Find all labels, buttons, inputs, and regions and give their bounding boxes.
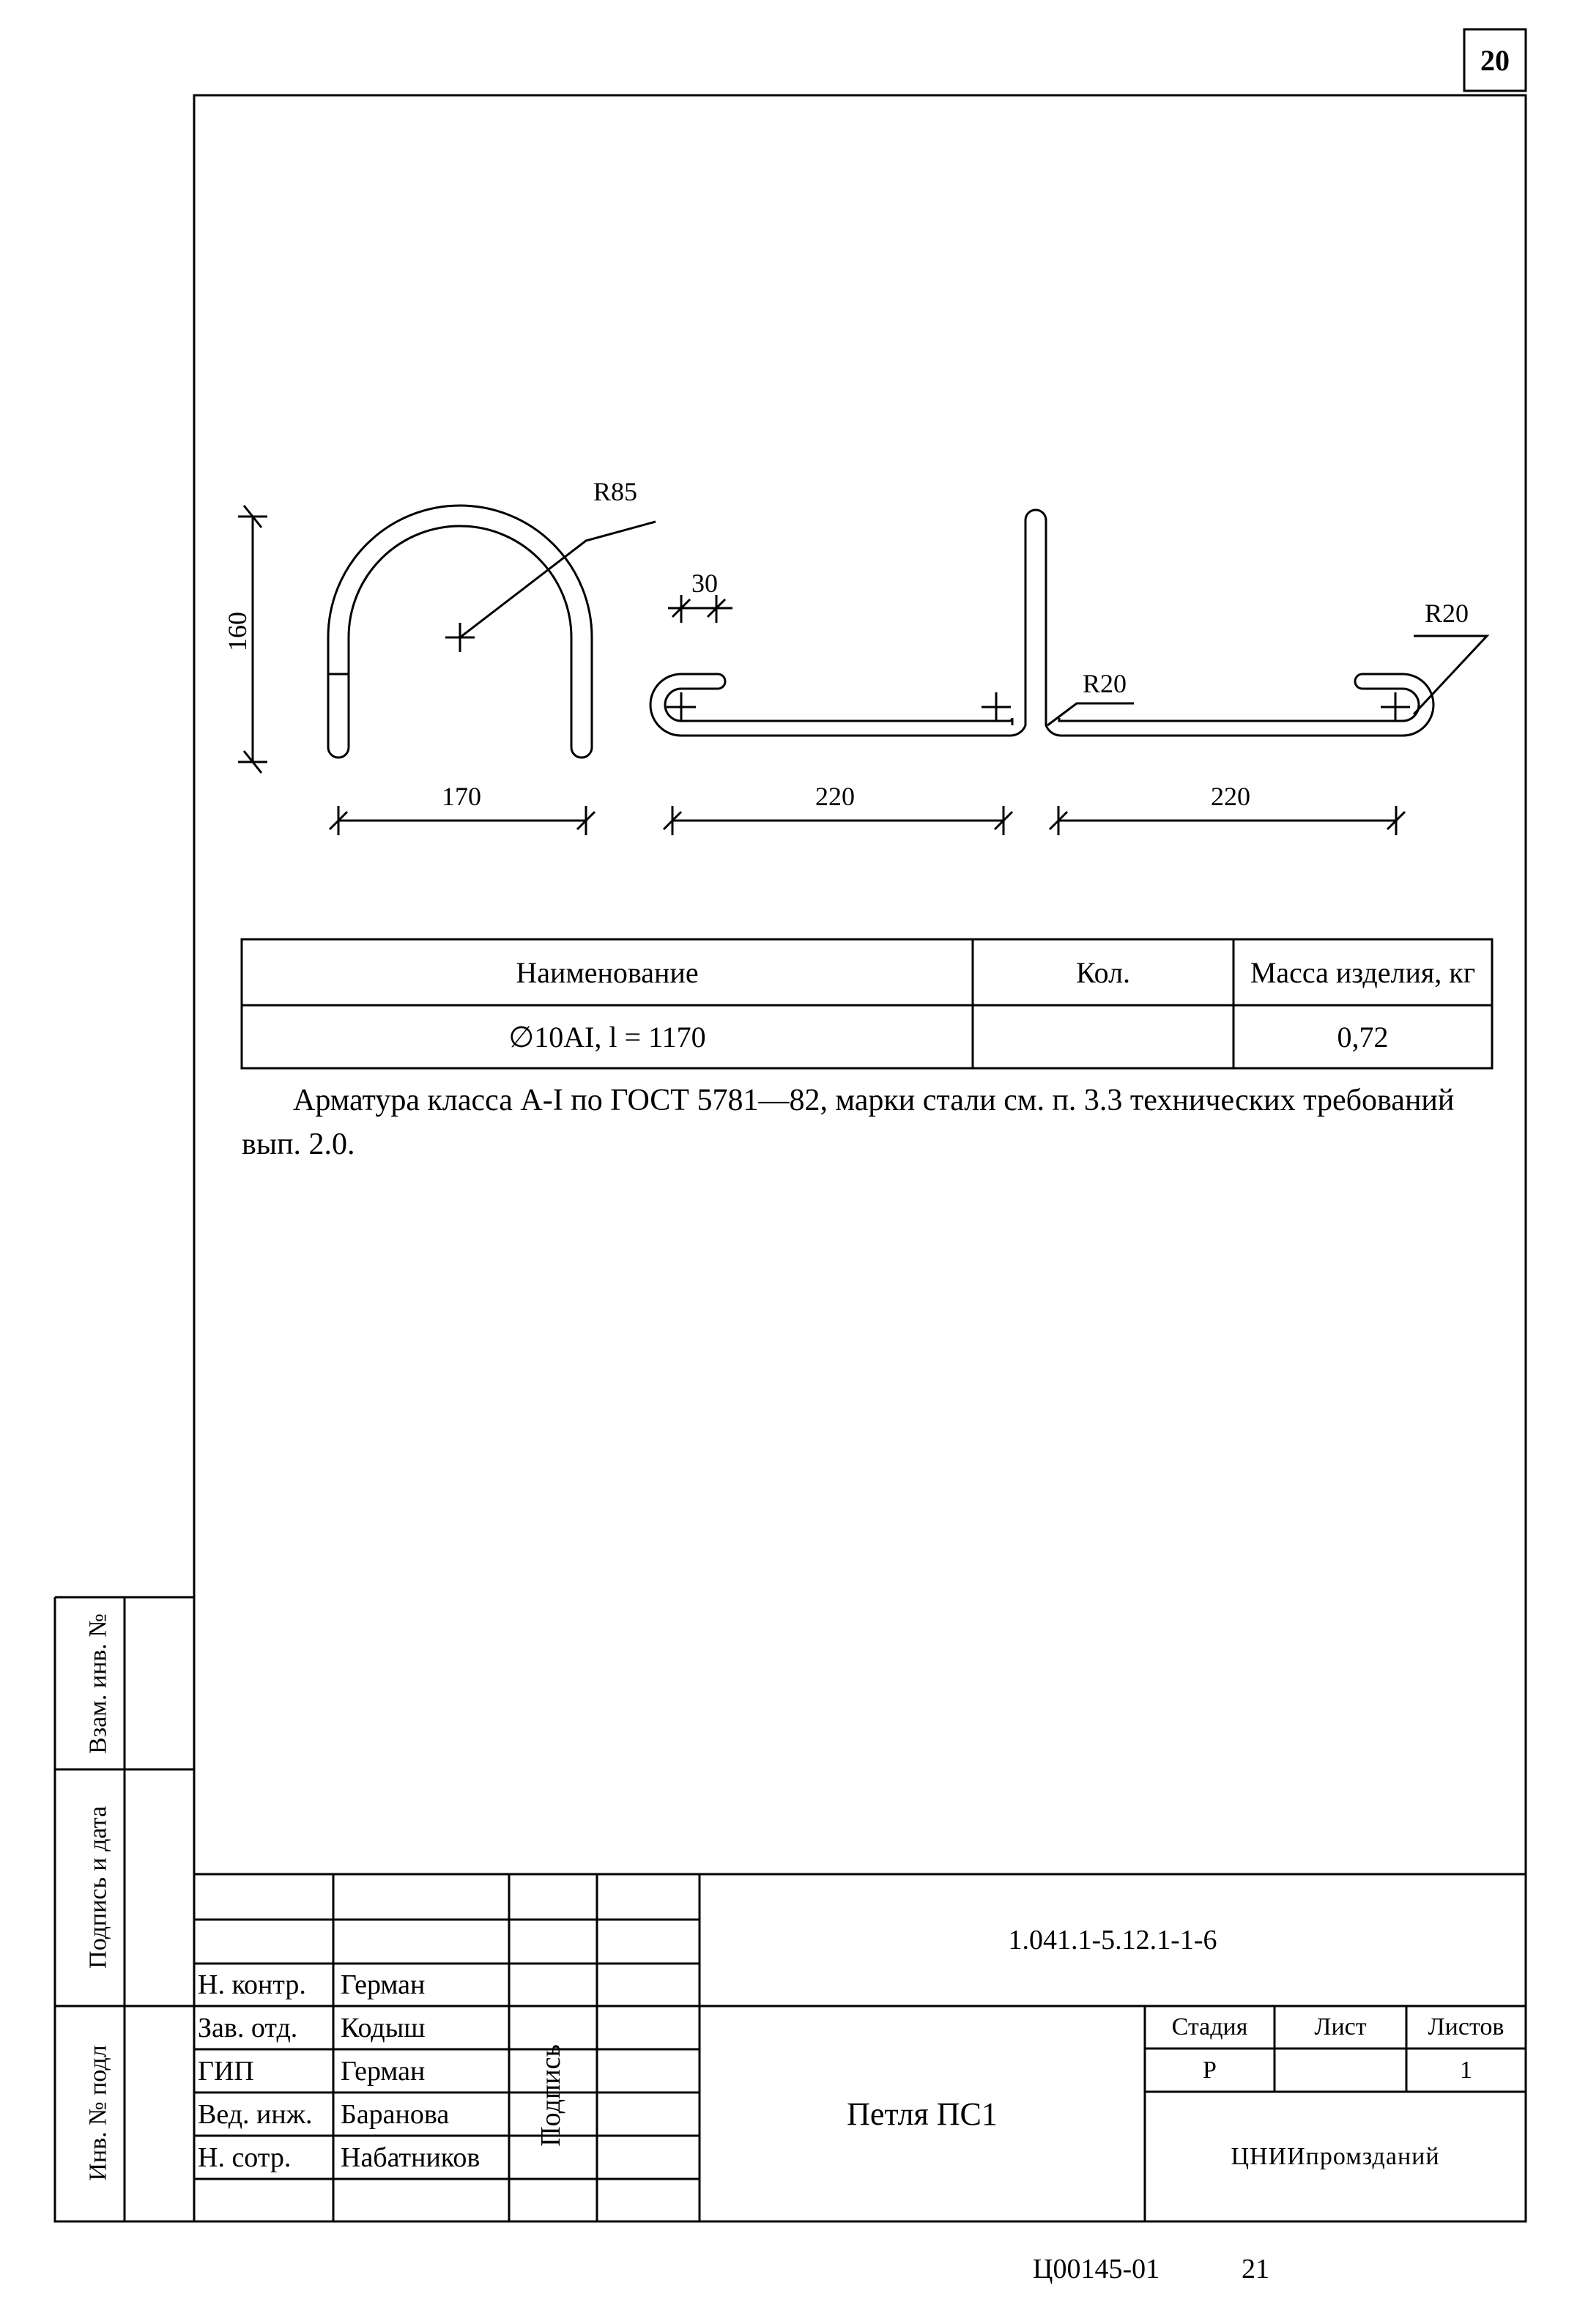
sheet-number: 20 <box>1480 43 1510 77</box>
hook-length-label: 30 <box>691 569 718 598</box>
spec-row-qty <box>973 1005 1233 1068</box>
signature-label: Подпись <box>535 2044 566 2147</box>
role-n-sotr: Н. сотр. <box>198 2142 292 2173</box>
name-n-kontr: Герман <box>341 1969 426 2000</box>
sheet-header: Лист <box>1314 2013 1367 2040</box>
spec-header-qty: Кол. <box>1075 955 1131 989</box>
technical-note: Арматура класса А-I по ГОСТ 5781—82, марки стали см. п. 3.3 технических требований вып. 2.0. <box>242 1084 1455 1161</box>
spec-row-name: ∅10AI, l = 1170 <box>508 1020 706 1054</box>
spec-header-name: Наименование <box>516 955 699 989</box>
sheets-value: 1 <box>1460 2056 1472 2084</box>
name-zav-otd: Кодыш <box>341 2012 426 2043</box>
side-label-sign-date: Подпись и дата <box>84 1806 112 1969</box>
name-n-sotr: Набатников <box>341 2142 481 2173</box>
hook-bar-shape <box>650 510 1487 835</box>
spec-header-mass: Масса изделия, кг <box>1250 955 1476 989</box>
drawing-title: Петля ПС1 <box>847 2095 998 2132</box>
footer-code: Ц00145-01 <box>1033 2254 1160 2284</box>
sheets-header: Листов <box>1428 2013 1504 2040</box>
footer-page: 21 <box>1242 2254 1269 2284</box>
name-ved-inzh: Баранова <box>341 2098 450 2130</box>
name-gip: Герман <box>341 2055 426 2087</box>
sheet-value <box>1275 2049 1406 2092</box>
side-label-replace-inv: Взам. инв. № <box>84 1613 112 1754</box>
side-stamp-lines <box>55 1597 194 2221</box>
loop-height-label: 160 <box>223 612 252 651</box>
role-n-kontr: Н. контр. <box>198 1969 306 2000</box>
radius-mid-label: R20 <box>1082 669 1127 698</box>
doc-code: 1.041.1-5.12.1-1-6 <box>1008 1925 1217 1955</box>
right-span-label: 220 <box>1211 782 1250 811</box>
side-label-inv-orig: Инв. № подл <box>84 2045 112 2181</box>
loop-width-label: 170 <box>442 782 481 811</box>
left-span-label: 220 <box>815 782 855 811</box>
role-gip: ГИП <box>198 2055 254 2087</box>
stage-header: Стадия <box>1171 2013 1248 2040</box>
stage-value: Р <box>1203 2056 1217 2084</box>
role-ved-inzh: Вед. инж. <box>198 2098 313 2130</box>
radius-right-label: R20 <box>1424 599 1469 628</box>
spec-row-mass: 0,72 <box>1337 1020 1389 1054</box>
loop-radius-label: R85 <box>593 477 637 506</box>
role-zav-otd: Зав. отд. <box>198 2012 298 2043</box>
organization: ЦНИИпромзданий <box>1231 2142 1440 2170</box>
